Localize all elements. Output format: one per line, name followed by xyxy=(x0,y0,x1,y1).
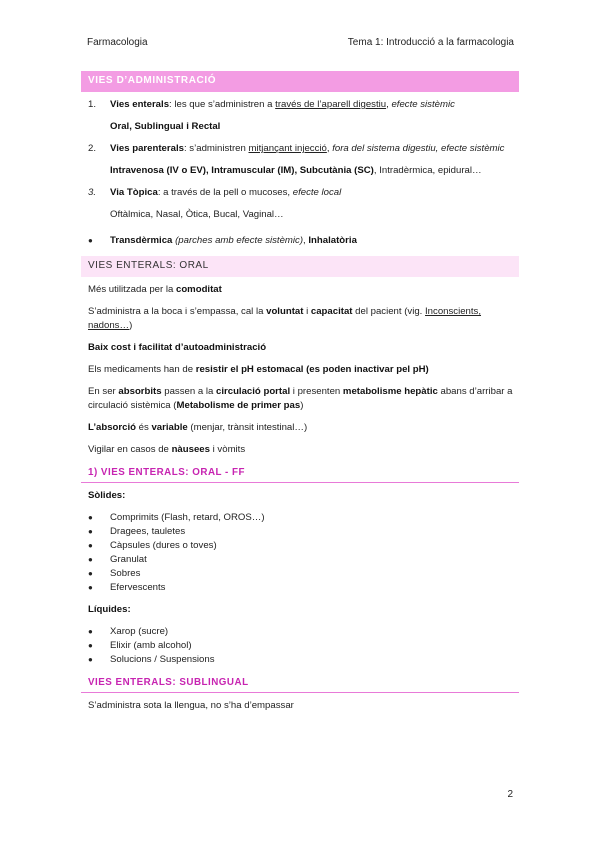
liquids-list xyxy=(81,625,519,667)
header-topic: Tema 1: Introducció a la farmacologia xyxy=(347,37,514,48)
list-item: ● Solucions / Suspensions xyxy=(81,653,519,667)
paragraph: Més utilitzada per la comoditat xyxy=(88,284,222,295)
list-item: ● Efervescents xyxy=(81,581,519,595)
page-content xyxy=(81,71,519,721)
list-subtext: Oftàlmica, Nasal, Òtica, Bucal, Vaginal… xyxy=(110,209,284,220)
list-number: 3. xyxy=(88,187,97,198)
list-item: ● Xarop (sucre) xyxy=(81,625,519,639)
subheading-liquids: Líquides: xyxy=(88,604,131,615)
list-item: ● Elixir (amb alcohol) xyxy=(81,639,519,653)
paragraph: Els medicaments han de resistir el pH estomacal (es poden inactivar pel pH) xyxy=(88,364,429,375)
bullet-icon: ● xyxy=(88,569,93,578)
term: Via Tòpica xyxy=(110,187,158,198)
section-heading-vies-administracio: VIES D’ADMINISTRACIÓ xyxy=(81,71,519,92)
list-number: 1. xyxy=(88,99,97,110)
list-item: ● Granulat xyxy=(81,553,519,567)
list-item: 2. Vies parenterals: s’administren mitjançant injecció, fora del sistema digestiu, efecte sistèmic xyxy=(81,142,519,156)
term: Vies enterals xyxy=(110,99,170,110)
solids-list xyxy=(81,511,519,595)
list-item: ● Càpsules (dures o toves) xyxy=(81,539,519,553)
list-item: ● Dragees, tauletes xyxy=(81,525,519,539)
page-number: 2 xyxy=(507,789,513,800)
bullet-icon: ● xyxy=(88,513,93,522)
list-number: 2. xyxy=(88,143,97,154)
underlined-text: través de l’aparell digestiu xyxy=(275,99,387,110)
bullet-icon: ● xyxy=(88,527,93,536)
bullet-icon: ● xyxy=(88,555,93,564)
paragraph: En ser absorbits passen a la circulació portal i presenten metabolisme hepàtic abans d’arribar a circulació sistèmica (Metabolisme de primer pas) xyxy=(88,386,513,411)
bullet-item: ● Transdèrmica (parches amb efecte sistèmic), Inhalatòria xyxy=(81,234,519,248)
bullet-icon: ● xyxy=(88,541,93,550)
underlined-text: mitjançant injecció xyxy=(248,143,327,154)
paragraph: Baix cost i facilitat d’autoadministració xyxy=(88,342,267,353)
paragraph: L’absorció és variable (menjar, trànsit intestinal…) xyxy=(88,422,308,433)
list-subtext: Oral, Sublingual i Rectal xyxy=(110,121,221,132)
list-item: 3. Via Tòpica: a través de la pell o mucoses, efecte local xyxy=(81,186,519,200)
bullet-icon: ● xyxy=(88,236,93,245)
section-heading-oral-ff: 1) VIES ENTERALS: ORAL - FF xyxy=(81,465,519,483)
header-course: Farmacologia xyxy=(87,37,148,48)
bullet-icon: ● xyxy=(88,655,93,664)
list-subtext: Intravenosa (IV o EV), Intramuscular (IM), Subcutània (SC), Intradèrmica, epidural… xyxy=(110,165,482,176)
list-item: ● Sobres xyxy=(81,567,519,581)
section-heading-sublingual: VIES ENTERALS: SUBLINGUAL xyxy=(81,675,519,693)
subheading-solids: Sòlides: xyxy=(88,490,126,501)
term: Vies parenterals xyxy=(110,143,184,154)
paragraph: S’administra sota la llengua, no s’ha d’empassar xyxy=(88,700,294,711)
bullet-icon: ● xyxy=(88,627,93,636)
list-item: ● Comprimits (Flash, retard, OROS…) xyxy=(81,511,519,525)
section-heading-vies-enterals-oral: VIES ENTERALS: ORAL xyxy=(81,256,519,277)
list-item: 1. Vies enterals: les que s’administren a través de l’aparell digestiu, efecte sistèmic xyxy=(81,98,519,112)
paragraph: Vigilar en casos de nàusees i vòmits xyxy=(88,444,246,455)
paragraph: S’administra a la boca i s’empassa, cal la voluntat i capacitat del pacient (vig. Inconscients, nadons…) xyxy=(88,306,482,331)
bullet-icon: ● xyxy=(88,583,93,592)
bullet-icon: ● xyxy=(88,641,93,650)
